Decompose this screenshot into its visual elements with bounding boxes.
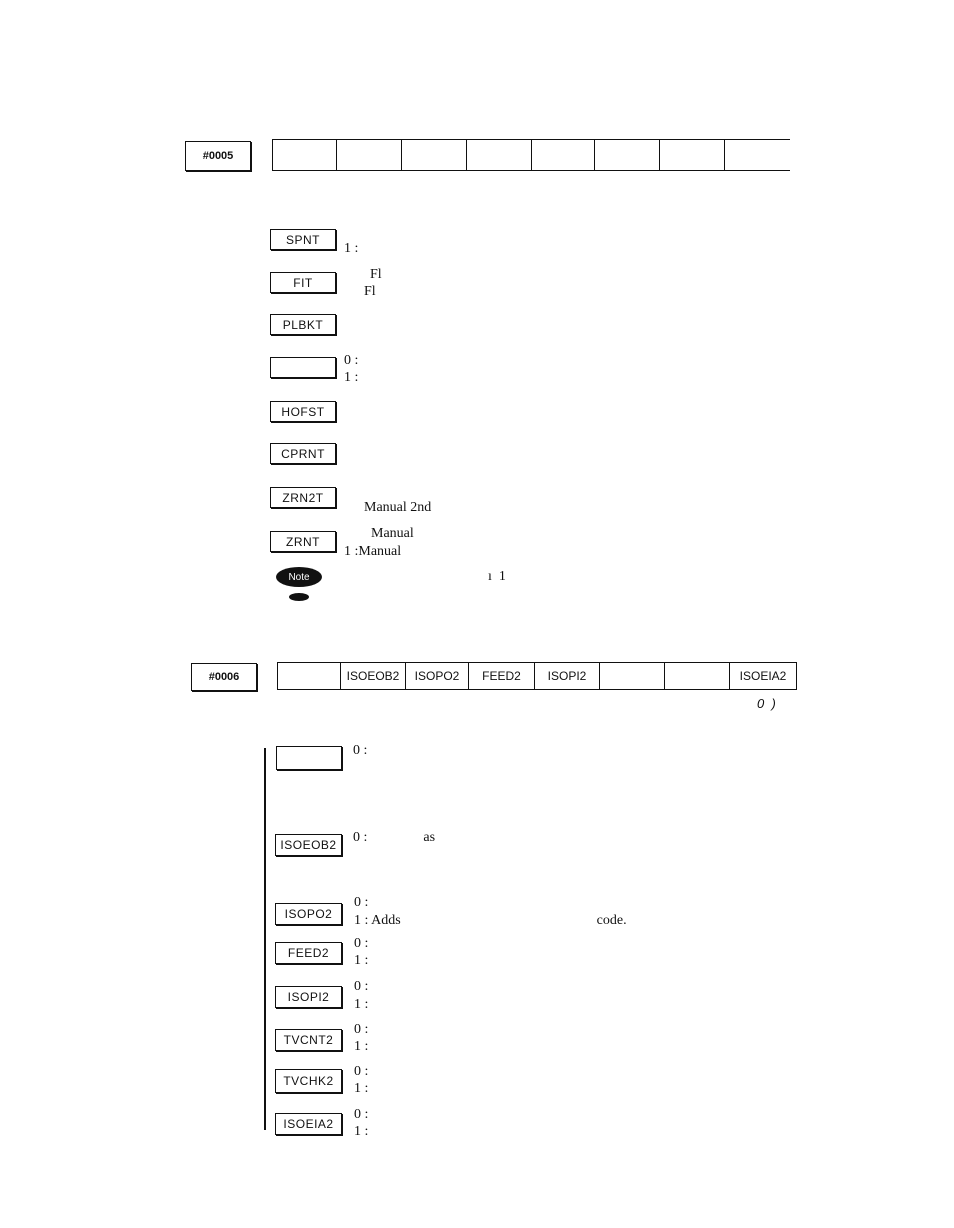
key-isopi2: ISOPI2 (275, 986, 342, 1008)
param-0006-label: #0006 (191, 663, 257, 691)
zrn2t-desc-line2: Manual 2nd (364, 500, 432, 515)
key-isoeob2: ISOEOB2 (275, 834, 342, 856)
note-tail (289, 593, 309, 601)
note-badge: Note (276, 567, 322, 587)
feed2-desc-line2: 1 : (354, 953, 369, 968)
param-0006-bit-0: ISOEIA2 (729, 663, 797, 689)
param-0005-bit-1 (659, 140, 724, 170)
param-0006-bit-1 (664, 663, 729, 689)
param-0005-label: #0005 (185, 141, 251, 171)
key-feed2: FEED2 (275, 942, 342, 964)
param-0006-bit-7 (277, 663, 340, 689)
param-0005-bit-7 (272, 140, 336, 170)
key-tvchk2: TVCHK2 (275, 1069, 342, 1093)
spnt-desc-line2: 1 : (344, 241, 359, 256)
isoeia2-desc-line1: 0 : (354, 1107, 369, 1122)
key-isopo2: ISOPO2 (275, 903, 342, 925)
param-0005-bit-6 (336, 140, 401, 170)
isopo2-desc-line1: 0 : (354, 895, 369, 910)
tvchk2-desc-line2: 1 : (354, 1081, 369, 1096)
key-zrn2t: ZRN2T (270, 487, 336, 508)
param-0006-bit-6: ISOEOB2 (340, 663, 405, 689)
param-0005-bit-0 (724, 140, 790, 170)
key-spnt: SPNT (270, 229, 336, 250)
feed2-desc-line1: 0 : (354, 936, 369, 951)
param-0006-bit-3: ISOPI2 (534, 663, 599, 689)
change-bar (264, 748, 266, 1130)
param-0006-bit-4: FEED2 (468, 663, 534, 689)
param-0005-bit-2 (594, 140, 659, 170)
blank-0005-desc-line1: 0 : (344, 353, 359, 368)
blank-0005-desc-line2: 1 : (344, 370, 359, 385)
fit-desc-line1: Fl (370, 267, 382, 282)
key-fit: FIT (270, 272, 336, 293)
param-0006-bit-table (277, 662, 797, 690)
param-0006-bit-5: ISOPO2 (405, 663, 468, 689)
note-icon (276, 567, 326, 605)
key-blank-0005 (270, 357, 336, 378)
blank-0006-desc-line1: 0 : (353, 743, 368, 758)
key-zrnt: ZRNT (270, 531, 336, 552)
isopi2-desc-line1: 0 : (354, 979, 369, 994)
key-cprnt: CPRNT (270, 443, 336, 464)
key-hofst: HOFST (270, 401, 336, 422)
key-isoeia2: ISOEIA2 (275, 1113, 342, 1135)
zrnt-desc-line2: 1 :Manual (344, 544, 402, 559)
note-text: ı 1 (488, 569, 506, 584)
param-0006-bit-2 (599, 663, 664, 689)
param-0006-default: 0 ) (757, 696, 776, 711)
fit-desc-line2: Fl (364, 284, 376, 299)
isopo2-desc-line2: 1 : Adds code. (354, 913, 627, 928)
key-plbkt: PLBKT (270, 314, 336, 335)
param-0005-bit-4 (466, 140, 531, 170)
tvcnt2-desc-line2: 1 : (354, 1039, 369, 1054)
tvchk2-desc-line1: 0 : (354, 1064, 369, 1079)
zrnt-desc-line1: Manual (371, 526, 414, 541)
key-blank-0006 (276, 746, 342, 770)
param-0005-bit-table (272, 139, 790, 171)
key-tvcnt2: TVCNT2 (275, 1029, 342, 1051)
tvcnt2-desc-line1: 0 : (354, 1022, 369, 1037)
isoeia2-desc-line2: 1 : (354, 1124, 369, 1139)
param-0005-bit-5 (401, 140, 466, 170)
param-0005-bit-3 (531, 140, 594, 170)
isopi2-desc-line2: 1 : (354, 997, 369, 1012)
isoeob2-desc-line1: 0 : as (353, 830, 436, 845)
